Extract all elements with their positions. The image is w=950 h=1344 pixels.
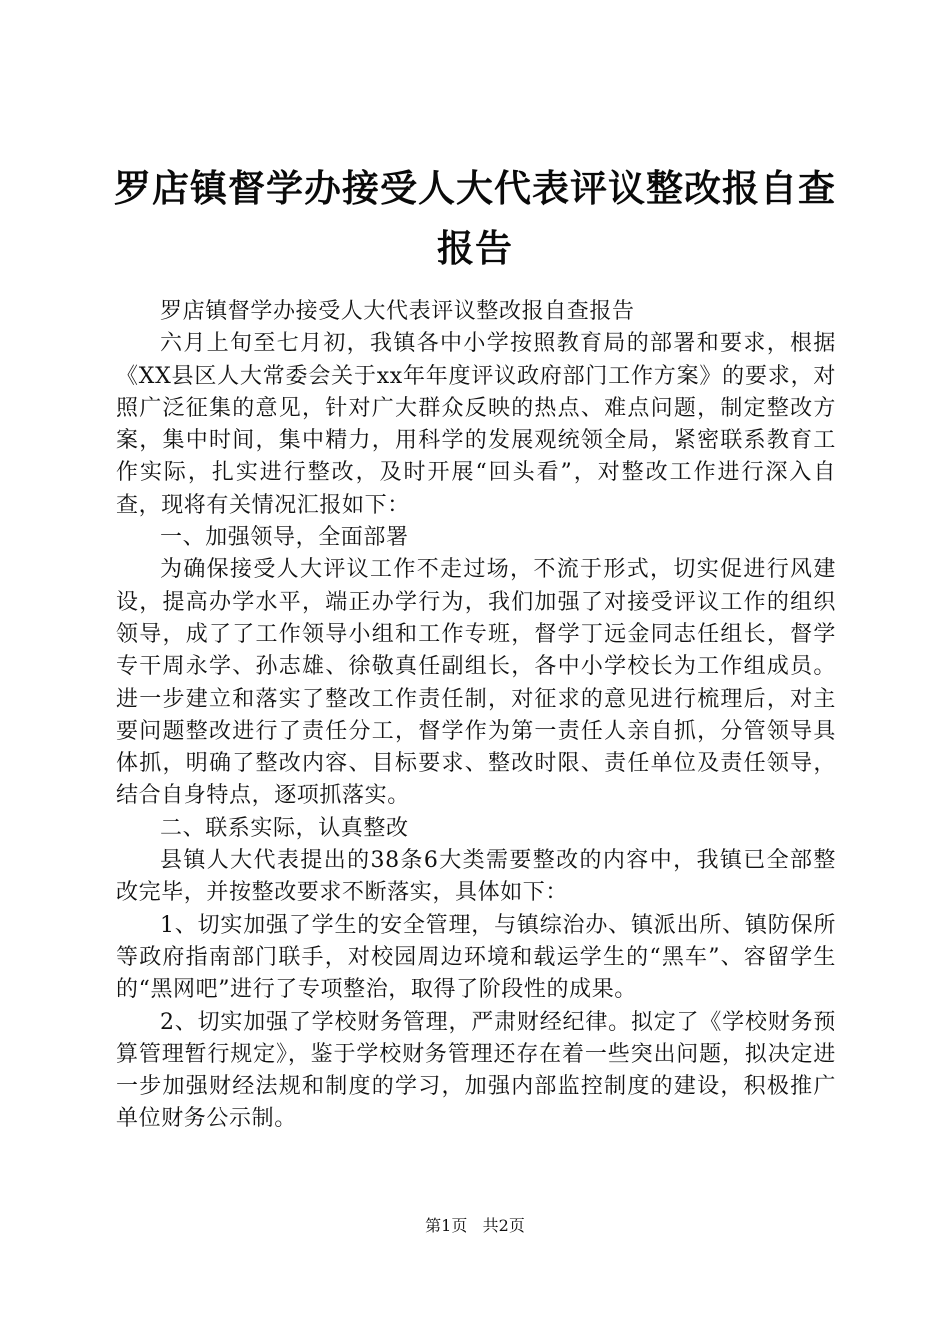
document-body <box>116 296 836 1136</box>
section-heading-1: 一、加强领导，全面部署 <box>160 525 409 551</box>
section-heading-2: 二、联系实际，认真整改 <box>160 815 409 841</box>
document-title: 罗店镇督学办接受人大代表评议整改报自查报告 <box>114 166 836 270</box>
page-number: 第1页 <box>425 1216 468 1235</box>
paragraph-item-1: 1、切实加强了学生的安全管理，与镇综治办、镇派出所、镇防保所等政府指南部门联手，对校园周边环境和载运学生的“黑车”、容留学生的“黑网吧”进行了专项整治，取得了阶段性的成果。 <box>116 912 836 1003</box>
paragraph-section-2: 县镇人大代表提出的38条6大类需要整改的内容中，我镇已全部整改完毕，并按整改要求不断落实，具体如下： <box>116 848 836 906</box>
paragraph-intro: 六月上旬至七月初，我镇各中小学按照教育局的部署和要求，根据《XX县区人大常委会关于xx年年度评议政府部门工作方案》的要求，对照广泛征集的意见，针对广大群众反映的热点、难点问题，制定整改方案，集中时间，集中精力，用科学的发展观统领全局，紧密联系教育工作实际，扎实进行整改，及时开展“回头看”，对整改工作进行深入自查，现将有关情况汇报如下： <box>116 331 836 518</box>
page-footer <box>0 1216 950 1236</box>
page-total: 共2页 <box>482 1216 525 1235</box>
page-spacer <box>472 1216 477 1235</box>
paragraph-subtitle: 罗店镇督学办接受人大代表评议整改报自查报告 <box>160 299 635 324</box>
paragraph-item-2: 2、切实加强了学校财务管理，严肃财经纪律。拟定了《学校财务预算管理暂行规定》，鉴于学校财务管理还存在着一些突出问题，拟决定进一步加强财经法规和制度的学习，加强内部监控制度的建设，积极推广单位财务公示制。 <box>116 1009 836 1132</box>
paragraph-section-1: 为确保接受人大评议工作不走过场，不流于形式，切实促进行风建设，提高办学水平，端正办学行为，我们加强了对接受评议工作的组织领导，成了了工作领导小组和工作专班，督学丁远金同志任组长，督学专干周永学、孙志雄、徐敬真任副组长，各中小学校长为工作组成员。进一步建立和落实了整改工作责任制，对征求的意见进行梳理后，对主要问题整改进行了责任分工，督学作为第一责任人亲自抓，分管领导具体抓，明确了整改内容、目标要求、整改时限、责任单位及责任领导，结合自身特点，逐项抓落实。 <box>116 557 836 809</box>
